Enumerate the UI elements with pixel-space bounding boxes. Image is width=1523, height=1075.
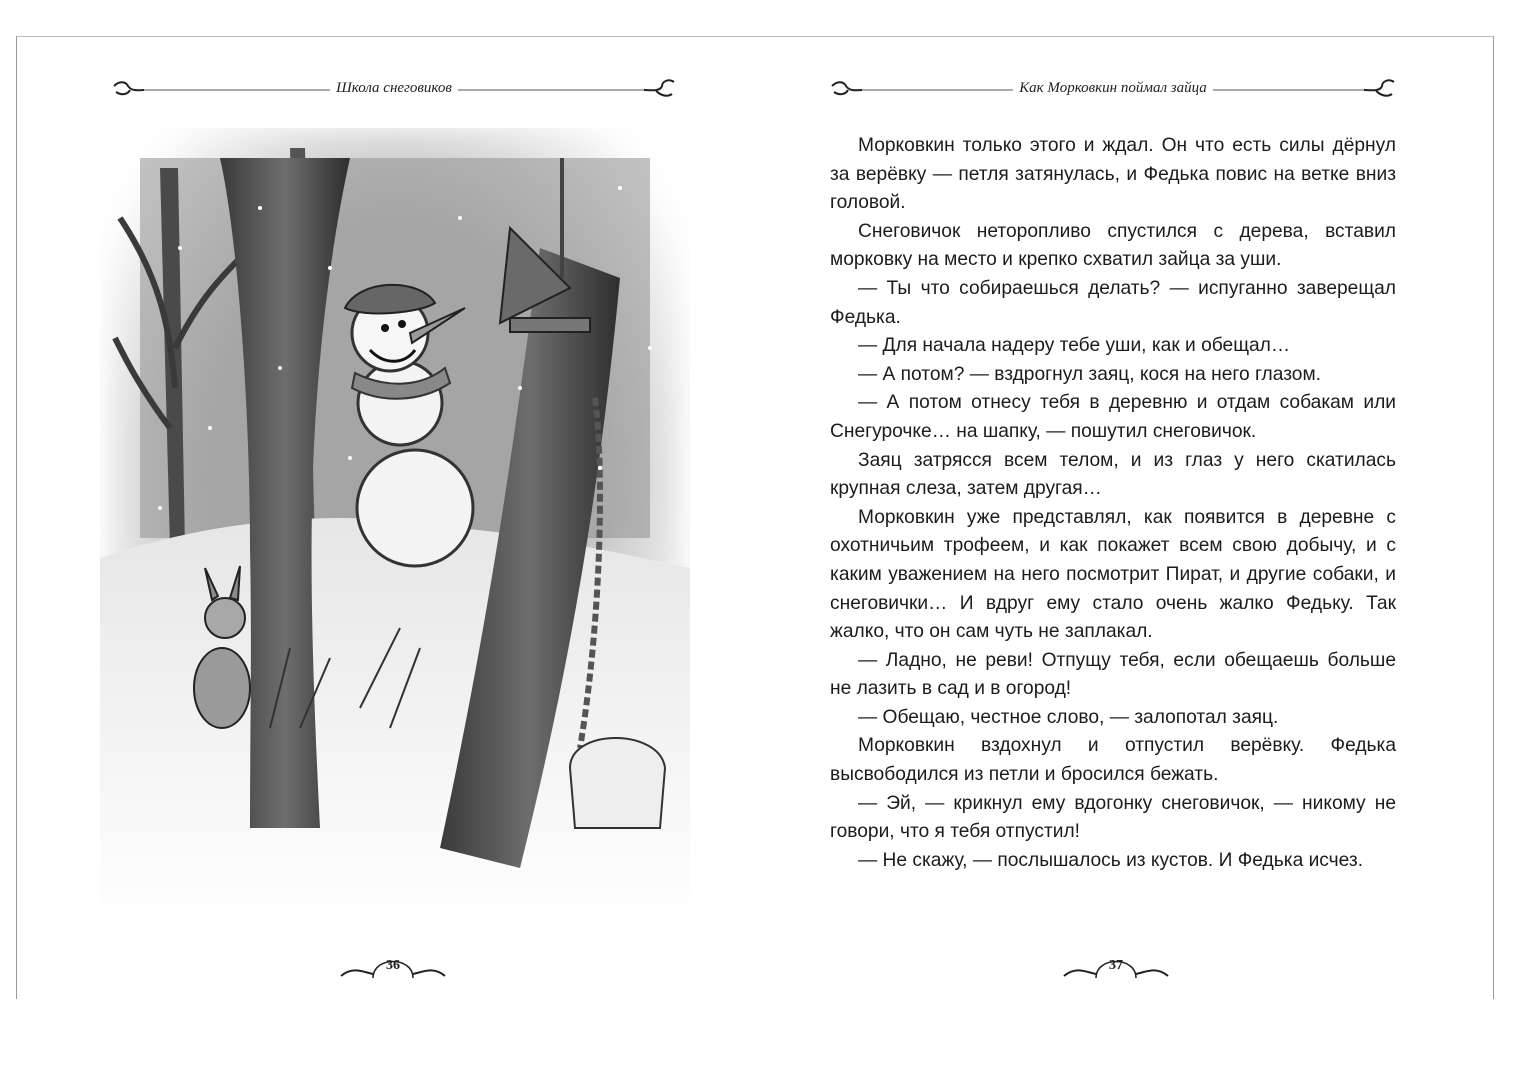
story-text xyxy=(830,132,1396,875)
paragraph: — Обещаю, честное слово, — залопотал заяц. xyxy=(858,706,1279,728)
right-page-number xyxy=(1056,942,1176,986)
left-page-number xyxy=(333,942,453,986)
paragraph: Морковкин только этого и ждал. Он что есть силы дёрнул за верёвку — петля затянулась, и Федька повис на ветке вниз головой. xyxy=(830,135,1396,214)
paragraph: — А потом? — вздрогнул заяц, кося на него глазом. xyxy=(858,363,1321,385)
right-running-head-text: Как Морковкин поймал зайца xyxy=(1013,80,1213,96)
right-running-head xyxy=(828,76,1398,106)
left-running-head xyxy=(110,76,678,106)
paragraph: Заяц затрясся всем телом, и из глаз у него скатилась крупная слеза, затем другая… xyxy=(830,449,1396,500)
paragraph: Морковкин уже представлял, как появится в деревне с охотничьим трофеем, и как покажет всем свою добычу, и с каким уважением на него посмотрит Пират, и другие собаки, и снеговички… И вдруг ему стало очень жалко Федьку. Так жалко, что он сам чуть не заплакал. xyxy=(830,506,1396,643)
paragraph: — Эй, — крикнул ему вдогонку снеговичок, — никому не говори, что я тебя отпустил! xyxy=(830,792,1396,843)
winter-forest-illustration xyxy=(100,128,690,928)
paragraph: — А потом отнесу тебя в деревню и отдам собакам или Снегурочке… на шапку, — пошутил снеговичок. xyxy=(830,392,1396,442)
paragraph: — Ладно, не реви! Отпущу тебя, если обещаешь больше не лазить в сад и в огород! xyxy=(830,649,1396,700)
right-page-number-text: 37 xyxy=(1109,958,1123,973)
paragraph: — Для начала надеру тебе уши, как и обещал… xyxy=(858,335,1291,357)
paragraph: — Ты что собираешься делать? — испуганно заверещал Федька. xyxy=(830,277,1396,328)
left-running-head-text: Школа снеговиков xyxy=(330,80,458,96)
left-page-number-text: 36 xyxy=(386,958,400,973)
paragraph: Снеговичок неторопливо спустился с дерева, вставил морковку на место и крепко схватил зайца за уши. xyxy=(830,220,1396,271)
paragraph: — Не скажу, — послышалось из кустов. И Федька исчез. xyxy=(858,849,1364,871)
paragraph: Морковкин вздохнул и отпустил верёвку. Федька высвободился из петли и бросился бежать. xyxy=(830,735,1396,786)
